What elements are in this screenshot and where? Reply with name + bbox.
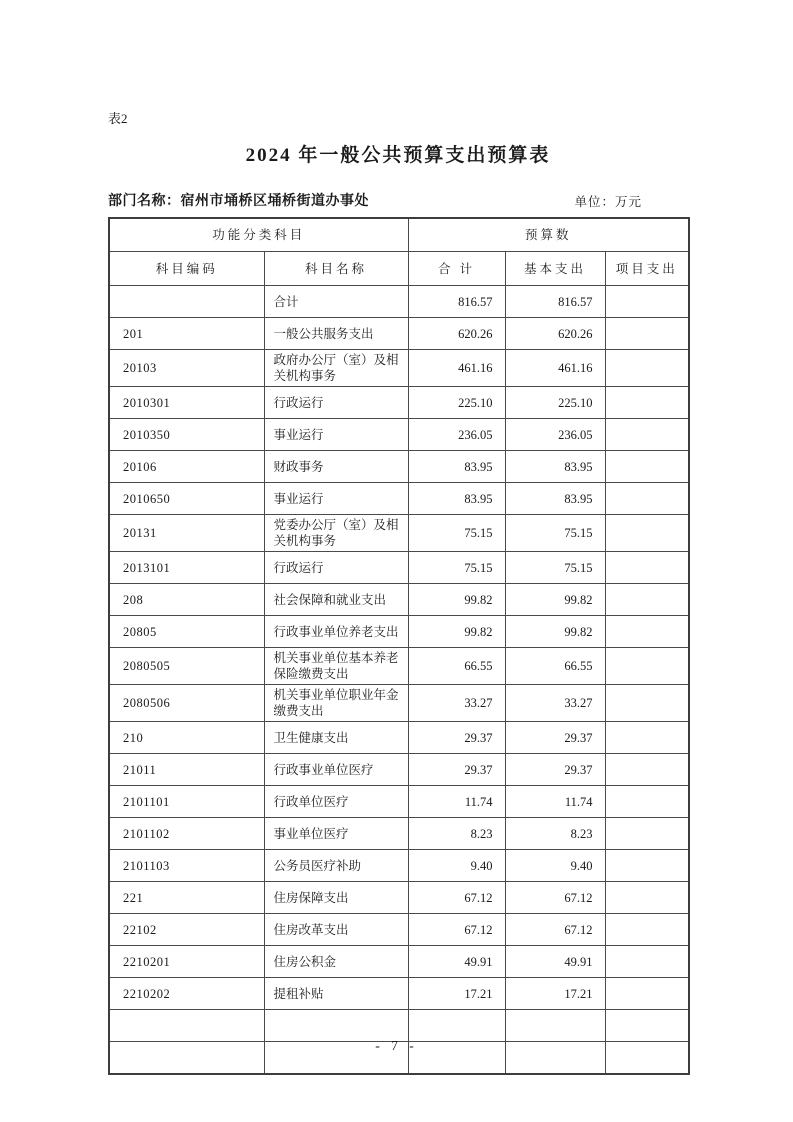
table-row	[109, 387, 689, 419]
cell-basic-expense: 99.82	[505, 584, 605, 616]
cell-subject-name: 事业运行	[264, 419, 408, 451]
cell-basic-expense: 33.27	[505, 685, 605, 722]
table-row	[109, 754, 689, 786]
cell-basic-expense: 461.16	[505, 350, 605, 387]
cell-subject-code: 221	[109, 882, 264, 914]
cell-basic-expense: 620.26	[505, 318, 605, 350]
cell-total: 67.12	[408, 882, 505, 914]
cell-subject-code: 2010350	[109, 419, 264, 451]
table-row	[109, 318, 689, 350]
cell-total	[408, 1010, 505, 1042]
header-budget-group: 预算数	[408, 218, 689, 252]
cell-subject-name: 住房公积金	[264, 946, 408, 978]
table-row	[109, 483, 689, 515]
cell-subject-name: 机关事业单位职业年金缴费支出	[264, 685, 408, 722]
cell-basic-expense: 66.55	[505, 648, 605, 685]
cell-subject-name: 行政运行	[264, 552, 408, 584]
table-label: 表2	[108, 111, 128, 126]
cell-subject-code: 20131	[109, 515, 264, 552]
cell-subject-name: 行政事业单位养老支出	[264, 616, 408, 648]
page-content	[108, 108, 688, 1075]
budget-table-body	[109, 286, 689, 1075]
cell-project-expense	[605, 552, 689, 584]
cell-subject-code: 20106	[109, 451, 264, 483]
table-row	[109, 286, 689, 318]
cell-total: 29.37	[408, 754, 505, 786]
cell-subject-name: 行政单位医疗	[264, 786, 408, 818]
cell-subject-name: 公务员医疗补助	[264, 850, 408, 882]
header-col-total: 合 计	[408, 252, 505, 286]
cell-total: 620.26	[408, 318, 505, 350]
cell-subject-name: 事业单位医疗	[264, 818, 408, 850]
cell-basic-expense: 75.15	[505, 552, 605, 584]
cell-subject-code: 20805	[109, 616, 264, 648]
cell-subject-name: 一般公共服务支出	[264, 318, 408, 350]
header-col-project: 项目支出	[605, 252, 689, 286]
meta-row	[108, 190, 688, 210]
cell-basic-expense	[505, 1010, 605, 1042]
cell-basic-expense: 83.95	[505, 483, 605, 515]
cell-basic-expense: 67.12	[505, 914, 605, 946]
cell-total: 29.37	[408, 722, 505, 754]
table-row	[109, 914, 689, 946]
cell-project-expense	[605, 850, 689, 882]
cell-project-expense	[605, 648, 689, 685]
cell-basic-expense: 225.10	[505, 387, 605, 419]
table-row	[109, 515, 689, 552]
table-row	[109, 1010, 689, 1042]
table-row	[109, 616, 689, 648]
budget-table	[108, 217, 690, 1075]
table-row	[109, 552, 689, 584]
cell-project-expense	[605, 685, 689, 722]
cell-subject-name: 事业运行	[264, 483, 408, 515]
cell-basic-expense: 9.40	[505, 850, 605, 882]
cell-subject-code: 201	[109, 318, 264, 350]
cell-basic-expense: 99.82	[505, 616, 605, 648]
cell-subject-code: 2013101	[109, 552, 264, 584]
cell-project-expense	[605, 318, 689, 350]
cell-project-expense	[605, 616, 689, 648]
table-row	[109, 978, 689, 1010]
table-row	[109, 648, 689, 685]
cell-subject-name: 行政事业单位医疗	[264, 754, 408, 786]
cell-basic-expense: 49.91	[505, 946, 605, 978]
cell-total: 33.27	[408, 685, 505, 722]
cell-total: 11.74	[408, 786, 505, 818]
cell-basic-expense: 67.12	[505, 882, 605, 914]
table-row	[109, 882, 689, 914]
cell-project-expense	[605, 350, 689, 387]
table-row	[109, 946, 689, 978]
cell-subject-code: 2080505	[109, 648, 264, 685]
cell-project-expense	[605, 584, 689, 616]
department-label: 部门名称：	[108, 192, 181, 208]
table-row	[109, 419, 689, 451]
cell-subject-code	[109, 286, 264, 318]
cell-total: 99.82	[408, 584, 505, 616]
cell-total: 9.40	[408, 850, 505, 882]
header-col-basic: 基本支出	[505, 252, 605, 286]
cell-project-expense	[605, 818, 689, 850]
cell-basic-expense: 816.57	[505, 286, 605, 318]
cell-project-expense	[605, 754, 689, 786]
table-row	[109, 685, 689, 722]
table-row	[109, 786, 689, 818]
page-title: 2024 年一般公共预算支出预算表	[245, 145, 551, 166]
cell-subject-code: 20103	[109, 350, 264, 387]
cell-subject-name: 住房改革支出	[264, 914, 408, 946]
header-group-row	[109, 218, 689, 252]
cell-subject-code: 22102	[109, 914, 264, 946]
cell-project-expense	[605, 786, 689, 818]
cell-subject-code: 210	[109, 722, 264, 754]
cell-subject-name: 住房保障支出	[264, 882, 408, 914]
cell-project-expense	[605, 946, 689, 978]
cell-project-expense	[605, 419, 689, 451]
cell-subject-code	[109, 1010, 264, 1042]
cell-subject-name	[264, 1010, 408, 1042]
cell-basic-expense: 17.21	[505, 978, 605, 1010]
cell-project-expense	[605, 387, 689, 419]
cell-subject-name: 政府办公厅（室）及相关机构事务	[264, 350, 408, 387]
cell-total: 8.23	[408, 818, 505, 850]
cell-total: 99.82	[408, 616, 505, 648]
cell-total: 461.16	[408, 350, 505, 387]
cell-total: 225.10	[408, 387, 505, 419]
cell-subject-code: 21011	[109, 754, 264, 786]
table-row	[109, 584, 689, 616]
cell-subject-code: 2210201	[109, 946, 264, 978]
department-value: 宿州市埇桥区埇桥街道办事处	[180, 192, 369, 208]
cell-basic-expense: 83.95	[505, 451, 605, 483]
cell-project-expense	[605, 722, 689, 754]
department-name	[108, 190, 369, 210]
cell-total: 75.15	[408, 515, 505, 552]
cell-project-expense	[605, 914, 689, 946]
header-columns-row	[109, 252, 689, 286]
cell-subject-name: 财政事务	[264, 451, 408, 483]
header-col-code: 科目编码	[109, 252, 264, 286]
budget-table-header	[109, 218, 689, 286]
cell-total: 17.21	[408, 978, 505, 1010]
cell-subject-code: 2210202	[109, 978, 264, 1010]
cell-total: 66.55	[408, 648, 505, 685]
cell-subject-name: 行政运行	[264, 387, 408, 419]
cell-project-expense	[605, 515, 689, 552]
cell-subject-code: 2101102	[109, 818, 264, 850]
cell-subject-name: 机关事业单位基本养老保险缴费支出	[264, 648, 408, 685]
cell-subject-name: 社会保障和就业支出	[264, 584, 408, 616]
cell-subject-code: 2010650	[109, 483, 264, 515]
table-row	[109, 722, 689, 754]
table-row	[109, 818, 689, 850]
cell-project-expense	[605, 483, 689, 515]
cell-total: 49.91	[408, 946, 505, 978]
cell-subject-name: 党委办公厅（室）及相关机构事务	[264, 515, 408, 552]
table-row	[109, 451, 689, 483]
table-row	[109, 850, 689, 882]
unit-label: 单位：万元	[574, 195, 642, 209]
cell-subject-code: 2080506	[109, 685, 264, 722]
cell-basic-expense: 29.37	[505, 754, 605, 786]
header-col-name: 科目名称	[264, 252, 408, 286]
cell-subject-code: 2101103	[109, 850, 264, 882]
cell-total: 75.15	[408, 552, 505, 584]
cell-project-expense	[605, 451, 689, 483]
cell-project-expense	[605, 882, 689, 914]
cell-project-expense	[605, 978, 689, 1010]
cell-basic-expense: 8.23	[505, 818, 605, 850]
cell-total: 816.57	[408, 286, 505, 318]
cell-total: 236.05	[408, 419, 505, 451]
cell-subject-name: 提租补贴	[264, 978, 408, 1010]
cell-basic-expense: 236.05	[505, 419, 605, 451]
cell-subject-code: 208	[109, 584, 264, 616]
page-number: - 7 -	[375, 1038, 418, 1053]
table-row	[109, 350, 689, 387]
cell-subject-name: 合计	[264, 286, 408, 318]
cell-basic-expense: 75.15	[505, 515, 605, 552]
cell-project-expense	[605, 1010, 689, 1042]
cell-basic-expense: 29.37	[505, 722, 605, 754]
cell-subject-name: 卫生健康支出	[264, 722, 408, 754]
cell-project-expense	[605, 286, 689, 318]
cell-total: 83.95	[408, 451, 505, 483]
cell-total: 83.95	[408, 483, 505, 515]
cell-total: 67.12	[408, 914, 505, 946]
cell-subject-code: 2010301	[109, 387, 264, 419]
header-function-group: 功能分类科目	[109, 218, 408, 252]
cell-subject-code: 2101101	[109, 786, 264, 818]
cell-basic-expense: 11.74	[505, 786, 605, 818]
